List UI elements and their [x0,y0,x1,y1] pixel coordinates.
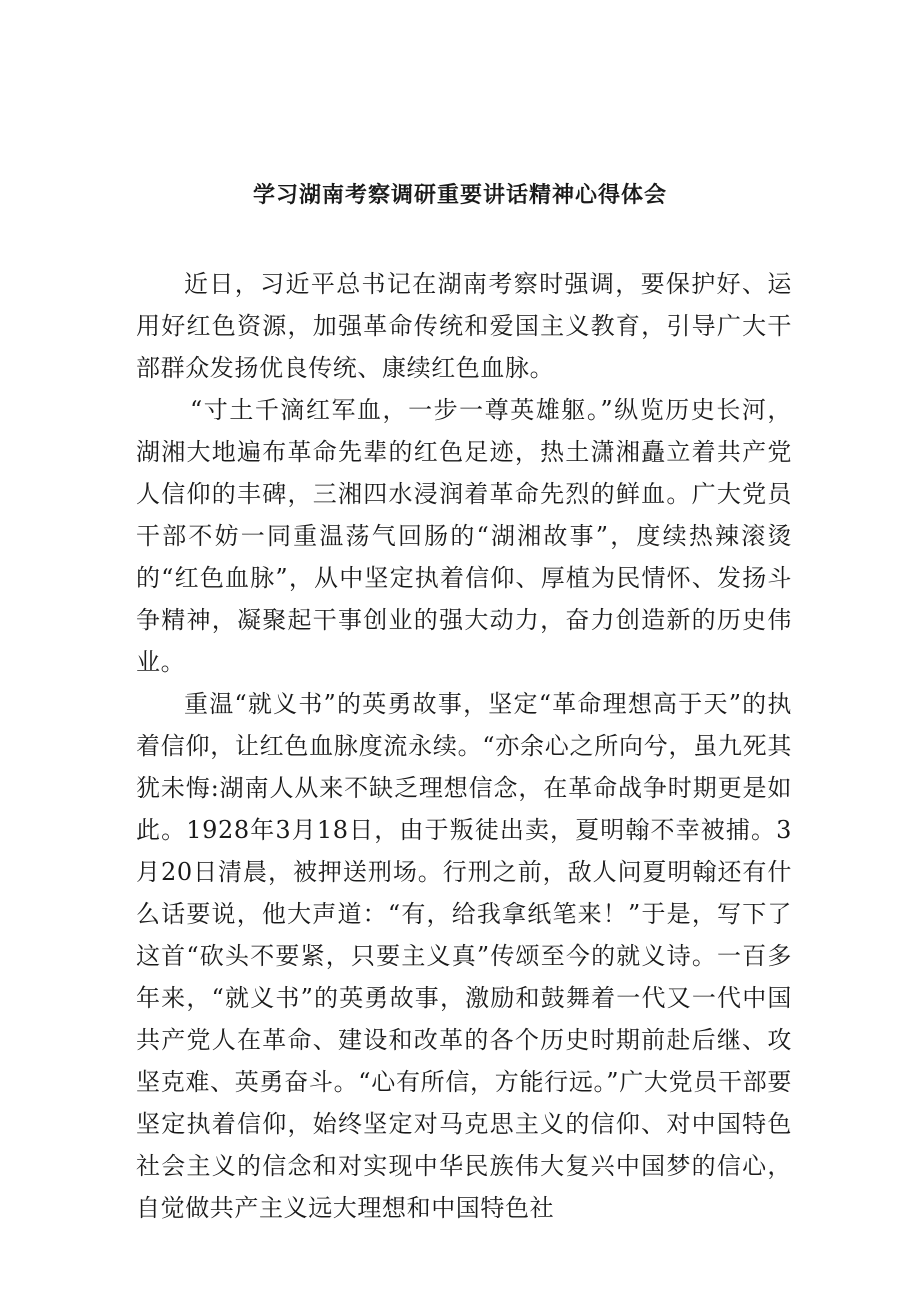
paragraph-1: 近日，习近平总书记在湖南考察时强调，要保护好、运用好红色资源，加强革命传统和爱国主义教育，引导广大干部群众发扬优良传统、康续红色血脉。 [136,270,792,382]
paragraph-2: “寸土千滴红军血，一步一尊英雄躯。”纵览历史长河，湖湘大地遍布革命先辈的红色足迹，热土潇湘矗立着共产党人信仰的丰碑，三湘四水浸润着革命先烈的鲜血。广大党员干部不妨一同重温荡气回肠的“湖湘故事”，度续热辣滚烫的“红色血脉”，从中坚定执着信仰、厚植为民情怀、发扬斗争精神，凝聚起干事创业的强大动力，奋力创造新的历史伟业。 [136,396,792,676]
document-body [136,263,792,1229]
paragraph-3: 重温“就义书”的英勇故事，坚定“革命理想高于天”的执着信仰，让红色血脉度流永续。“亦余心之所向兮，虽九死其犹未悔:湖南人从来不缺乏理想信念，在革命战争时期更是如此。1928年3月18日，由于叛徒出卖，夏明翰不幸被捕。3月20日清晨，被押送刑场。行刑之前，敌人问夏明翰还有什么话要说，他大声道：“有，给我拿纸笔来！”于是，写下了这首“砍头不要紧，只要主义真”传颂至今的就义诗。一百多年来，“就义书”的英勇故事，激励和鼓舞着一代又一代中国共产党人在革命、建设和改革的各个历史时期前赴后继、攻坚克难、英勇奋斗。“心有所信，方能行远。”广大党员干部要坚定执着信仰，始终坚定对马克思主义的信仰、对中国特色社会主义的信念和对实现中华民族伟大复兴中国梦的信心，自觉做共产主义远大理想和中国特色社 [136,690,792,1222]
document-title: 学习湖南考察调研重要讲话精神心得体会 [252,183,667,208]
